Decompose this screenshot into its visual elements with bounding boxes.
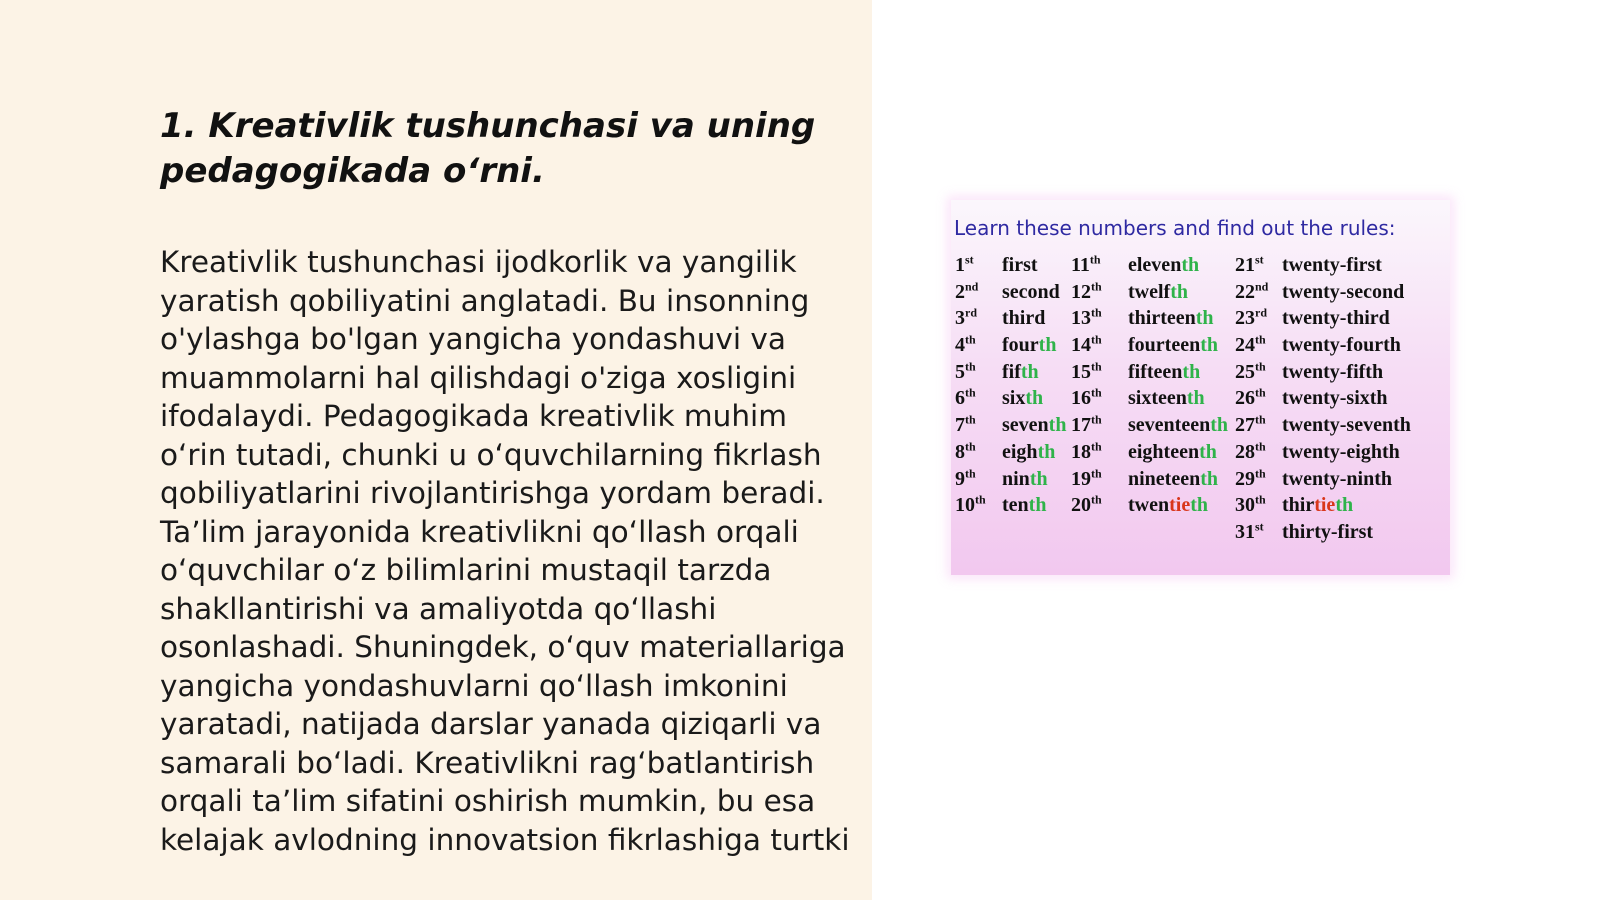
ordinal-word xyxy=(1002,307,1045,329)
ordinal-digits: 18 xyxy=(1071,440,1091,463)
ordinal-suffix: rd xyxy=(965,305,977,320)
ordinal-word-ending: th xyxy=(1170,280,1188,303)
ordinal-row xyxy=(1235,492,1411,519)
ordinal-word xyxy=(1128,494,1208,516)
ordinal-suffix: nd xyxy=(965,279,979,294)
ordinal-word-stem: twenty-sixth xyxy=(1282,387,1388,410)
ordinal-word-ending: th xyxy=(1182,360,1201,383)
ordinal-word xyxy=(1128,361,1200,383)
ordinal-word-ending: th xyxy=(1199,440,1217,463)
ordinal-word-change: tie xyxy=(1169,494,1191,517)
ordinal-word-ending: th xyxy=(1186,387,1205,410)
ordinal-word xyxy=(1282,521,1373,543)
ordinal-word-stem: eigh xyxy=(1002,440,1038,463)
ordinal-row xyxy=(955,332,1066,359)
ordinal-word xyxy=(1128,334,1218,356)
ordinal-digits: 29 xyxy=(1235,467,1255,490)
ordinal-row xyxy=(1071,439,1228,466)
ordinal-digits: 30 xyxy=(1235,494,1255,517)
ordinal-word-stem: eleven xyxy=(1128,254,1182,276)
ordinal-row xyxy=(1235,332,1411,359)
ordinal-number xyxy=(1071,305,1123,331)
ordinal-suffix: th xyxy=(1091,385,1102,400)
ordinal-suffix: th xyxy=(1255,439,1266,454)
ordinal-number xyxy=(1235,385,1277,411)
ordinal-number xyxy=(1071,359,1123,385)
ordinal-digits: 13 xyxy=(1071,307,1091,330)
ordinal-number xyxy=(955,466,997,492)
ordinal-digits: 23 xyxy=(1235,307,1255,330)
ordinal-column-1 xyxy=(955,252,1066,519)
ordinal-word-stem: nin xyxy=(1002,467,1030,490)
ordinal-suffix: th xyxy=(1255,412,1266,427)
ordinal-row xyxy=(1071,385,1228,412)
ordinal-word-stem: six xyxy=(1002,387,1026,410)
ordinal-row xyxy=(1235,252,1411,279)
ordinal-suffix: th xyxy=(1255,332,1266,347)
ordinal-number xyxy=(1071,332,1123,358)
ordinal-digits: 14 xyxy=(1071,334,1091,357)
ordinal-digits: 8 xyxy=(955,440,965,463)
ordinal-word-stem: twelf xyxy=(1128,280,1171,303)
ordinal-suffix: th xyxy=(1091,332,1102,347)
ordinal-digits: 1 xyxy=(955,254,965,276)
ordinal-word-stem: twenty-second xyxy=(1282,280,1405,303)
ordinal-word xyxy=(1128,414,1228,436)
ordinal-digits: 22 xyxy=(1235,280,1255,303)
ordinal-digits: 25 xyxy=(1235,360,1255,383)
ordinal-word xyxy=(1282,441,1400,463)
ordinal-digits: 6 xyxy=(955,387,965,410)
ordinal-word-stem: thirty-first xyxy=(1282,520,1374,543)
ordinal-digits: 9 xyxy=(955,467,965,490)
ordinal-word xyxy=(1282,414,1411,436)
ordinal-row xyxy=(955,466,1066,493)
ordinal-row xyxy=(1071,359,1228,386)
ordinal-suffix: st xyxy=(1255,252,1264,267)
ordinal-number xyxy=(1235,412,1277,438)
ordinal-word xyxy=(1128,307,1214,329)
ordinal-row xyxy=(1071,412,1228,439)
ordinal-number xyxy=(1071,412,1123,438)
ordinal-word-stem: thir xyxy=(1282,494,1315,517)
ordinal-word xyxy=(1282,307,1390,329)
ordinal-word xyxy=(1282,468,1392,490)
ordinal-suffix: th xyxy=(965,412,976,427)
ordinal-suffix: th xyxy=(965,465,976,480)
ordinal-word xyxy=(1282,494,1353,516)
ordinal-word-stem: nineteen xyxy=(1128,467,1201,490)
ordinal-suffix: th xyxy=(1091,465,1102,480)
ordinal-word-stem: third xyxy=(1002,307,1046,330)
ordinal-word-stem: twenty-seventh xyxy=(1282,414,1411,437)
slide-body-text: Kreativlik tushunchasi ijodkorlik va yangilik yaratish qobiliyatini anglatadi. Bu insonning o'ylashga bo'lgan yangicha yondashuvi va muammolarni hal qilishdagi o'ziga xosligini ifodalaydi. Pedagogikada kreativlik muhim o‘rin tutadi, chunki u o‘quvchilarning fikrlash qobiliyatlarini rivojlantirishga yordam beradi. Ta’lim jarayonida kreativlikni qo‘llash orqali o‘quvchilar o‘z bilimlarini mustaqil tarzda shakllantirishi va amaliyotda qo‘llashi osonlashadi. Shuningdek, o‘quv materiallariga yangicha yondashuvlarni qo‘llash imkonini yaratadi, natijada darslar yanada qiziqarli va samarali bo‘ladi. Kreativlikni rag‘batlantirish orqali ta’lim sifatini oshirish mumkin, bu esa kelajak avlodning innovatsion fikrlashiga turtki xyxy=(160,245,850,857)
ordinal-word xyxy=(1282,334,1401,356)
ordinal-number xyxy=(1071,385,1123,411)
ordinal-digits: 15 xyxy=(1071,360,1091,383)
ordinal-row xyxy=(1071,279,1228,306)
ordinal-row xyxy=(1235,439,1411,466)
ordinal-word-ending: th xyxy=(1200,334,1218,357)
ordinal-number xyxy=(1235,492,1277,518)
ordinal-number xyxy=(1235,332,1277,358)
ordinal-row xyxy=(1235,519,1411,546)
ordinal-number xyxy=(1235,359,1277,385)
ordinal-number xyxy=(1235,439,1277,465)
ordinal-word xyxy=(1282,387,1388,409)
ordinal-suffix: th xyxy=(1091,439,1102,454)
ordinal-suffix: th xyxy=(975,492,986,507)
ordinal-word-stem: first xyxy=(1002,254,1038,276)
ordinal-word-ending: th xyxy=(1025,387,1044,410)
ordinal-word-stem: twenty-ninth xyxy=(1282,467,1393,490)
ordinal-numbers-image xyxy=(951,200,1450,575)
ordinal-word-stem: seventeen xyxy=(1128,414,1211,437)
ordinal-suffix: th xyxy=(1091,359,1102,374)
ordinal-row xyxy=(955,439,1066,466)
ordinal-word-ending: th xyxy=(1200,467,1219,490)
ordinal-suffix: th xyxy=(965,359,976,374)
ordinal-digits: 27 xyxy=(1235,414,1255,437)
ordinal-number xyxy=(1235,279,1277,305)
ordinal-row xyxy=(1235,305,1411,332)
ordinal-suffix: th xyxy=(965,439,976,454)
ordinal-word xyxy=(1282,281,1404,303)
ordinal-word xyxy=(1128,387,1205,409)
ordinal-word-ending: th xyxy=(1037,440,1056,463)
ordinal-word-stem: twenty-fourth xyxy=(1282,334,1401,357)
ordinal-row xyxy=(1235,385,1411,412)
ordinal-number xyxy=(1071,252,1123,278)
ordinal-word xyxy=(1002,494,1046,516)
ordinal-digits: 26 xyxy=(1235,387,1255,410)
ordinal-row xyxy=(1235,359,1411,386)
ordinal-word-ending: th xyxy=(1335,494,1354,517)
ordinal-word xyxy=(1002,334,1056,356)
ordinal-column-3 xyxy=(1235,252,1411,546)
ordinal-suffix: th xyxy=(1255,492,1266,507)
ordinal-number xyxy=(955,412,997,438)
ordinal-row xyxy=(955,359,1066,386)
ordinal-number xyxy=(1235,519,1277,545)
ordinal-digits: 16 xyxy=(1071,387,1091,410)
ordinal-word-stem: twenty-third xyxy=(1282,307,1390,330)
ordinal-word xyxy=(1128,254,1199,276)
ordinal-suffix: th xyxy=(1091,412,1102,427)
ordinal-number xyxy=(1235,466,1277,492)
ordinal-suffix: st xyxy=(965,252,974,267)
ordinal-word-stem: eighteen xyxy=(1128,440,1200,463)
ordinal-suffix: th xyxy=(1091,305,1102,320)
ordinal-digits: 21 xyxy=(1235,254,1255,276)
ordinal-word-ending: th xyxy=(1181,254,1200,276)
ordinal-row xyxy=(1235,412,1411,439)
ordinal-digits: 12 xyxy=(1071,280,1091,303)
ordinal-digits: 17 xyxy=(1071,414,1091,437)
ordinal-word-ending: th xyxy=(1029,467,1048,490)
ordinal-word xyxy=(1128,441,1217,463)
ordinal-digits: 10 xyxy=(955,494,975,517)
ordinal-digits: 4 xyxy=(955,334,965,357)
card-heading: Learn these numbers and find out the rules: xyxy=(954,216,1396,240)
ordinal-column-2 xyxy=(1071,252,1228,519)
ordinal-suffix: th xyxy=(1255,385,1266,400)
ordinal-row xyxy=(1235,466,1411,493)
ordinal-number xyxy=(955,439,997,465)
ordinal-row xyxy=(955,305,1066,332)
ordinal-word xyxy=(1282,254,1382,276)
ordinal-number xyxy=(1071,492,1123,518)
ordinal-word xyxy=(1002,361,1039,383)
ordinal-suffix: th xyxy=(1091,492,1102,507)
ordinal-row xyxy=(1235,279,1411,306)
ordinal-word-ending: th xyxy=(1038,334,1057,357)
ordinal-word xyxy=(1002,387,1043,409)
ordinal-number xyxy=(955,492,997,518)
ordinal-word xyxy=(1002,468,1048,490)
ordinal-word xyxy=(1002,254,1038,276)
ordinal-suffix: th xyxy=(965,332,976,347)
ordinal-suffix: th xyxy=(1089,252,1101,267)
ordinal-word-stem: four xyxy=(1002,334,1039,357)
ordinal-word xyxy=(1002,414,1066,436)
ordinal-word-stem: seven xyxy=(1002,414,1049,437)
ordinal-digits: 31 xyxy=(1235,520,1255,543)
ordinal-number xyxy=(955,332,997,358)
ordinal-digits: 3 xyxy=(955,307,965,330)
ordinal-digits: 28 xyxy=(1235,440,1255,463)
ordinal-word-ending: th xyxy=(1020,360,1039,383)
ordinal-suffix: rd xyxy=(1255,305,1267,320)
ordinal-suffix: th xyxy=(1091,279,1102,294)
ordinal-number xyxy=(955,279,997,305)
ordinal-number xyxy=(1071,466,1123,492)
ordinal-word-stem: twenty-eighth xyxy=(1282,440,1400,463)
ordinal-digits: 2 xyxy=(955,280,965,303)
ordinal-digits: 24 xyxy=(1235,334,1255,357)
ordinal-word-ending: th xyxy=(1210,414,1228,437)
ordinal-word-stem: twen xyxy=(1128,494,1170,517)
ordinal-word-stem: twenty-fifth xyxy=(1282,360,1384,383)
ordinal-word-ending: th xyxy=(1028,494,1047,517)
ordinal-word-ending: th xyxy=(1195,307,1214,330)
ordinal-row xyxy=(955,412,1066,439)
ordinal-digits: 11 xyxy=(1071,254,1090,276)
ordinal-word-stem: thirteen xyxy=(1128,307,1196,330)
ordinal-word-stem: sixteen xyxy=(1128,387,1187,410)
ordinal-word-stem: ten xyxy=(1002,494,1029,517)
ordinal-suffix: nd xyxy=(1255,279,1269,294)
ordinal-word-stem: twenty-first xyxy=(1282,254,1382,276)
ordinal-digits: 7 xyxy=(955,414,965,437)
ordinal-number xyxy=(955,252,997,278)
ordinal-number xyxy=(955,359,997,385)
ordinal-word-stem: fifteen xyxy=(1128,360,1183,383)
ordinal-suffix: th xyxy=(1255,465,1266,480)
ordinal-row xyxy=(1071,492,1228,519)
ordinal-number xyxy=(1071,439,1123,465)
ordinal-word xyxy=(1282,361,1383,383)
ordinal-number xyxy=(1071,279,1123,305)
ordinal-suffix: th xyxy=(965,385,976,400)
ordinal-number xyxy=(955,385,997,411)
ordinal-number xyxy=(955,305,997,331)
ordinal-suffix: st xyxy=(1255,519,1264,534)
ordinal-digits: 19 xyxy=(1071,467,1091,490)
ordinal-word-change: tie xyxy=(1314,494,1336,517)
ordinal-word xyxy=(1128,281,1188,303)
ordinal-row xyxy=(1071,332,1228,359)
ordinal-row xyxy=(955,492,1066,519)
ordinal-number xyxy=(1235,252,1277,278)
ordinal-row xyxy=(1071,252,1228,279)
ordinal-row xyxy=(955,385,1066,412)
ordinal-word xyxy=(1002,281,1060,303)
ordinal-digits: 5 xyxy=(955,360,965,383)
ordinal-word-stem: second xyxy=(1002,280,1060,303)
ordinal-word xyxy=(1002,441,1055,463)
ordinal-word-ending: th xyxy=(1190,494,1208,517)
ordinal-number xyxy=(1235,305,1277,331)
ordinal-row xyxy=(955,279,1066,306)
ordinal-word-ending: th xyxy=(1048,414,1067,437)
ordinal-word xyxy=(1128,468,1218,490)
ordinal-word-stem: fourteen xyxy=(1128,334,1201,357)
ordinal-digits: 20 xyxy=(1071,494,1091,517)
slide-title: 1. Kreativlik tushunchasi va uning pedagogikada o‘rni. xyxy=(160,106,816,191)
ordinal-suffix: th xyxy=(1255,359,1266,374)
ordinal-row xyxy=(1071,466,1228,493)
ordinal-word-stem: fif xyxy=(1002,360,1021,383)
ordinal-row xyxy=(955,252,1066,279)
ordinal-row xyxy=(1071,305,1228,332)
